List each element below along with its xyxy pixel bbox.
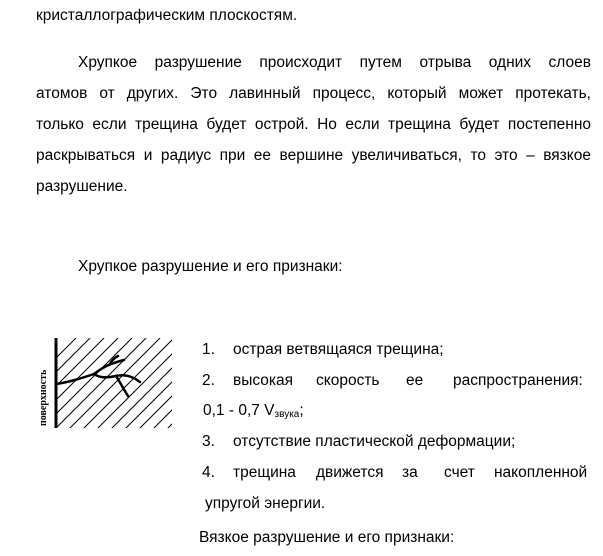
list-number: 3. bbox=[202, 433, 215, 450]
list-number: 4. bbox=[202, 464, 215, 481]
list-text-word: счет bbox=[444, 464, 475, 481]
paragraph-line-2: атомов от других. Это лавинный процесс, который может протекать, bbox=[36, 85, 591, 102]
paragraph-line-5: разрушение. bbox=[36, 178, 128, 195]
paragraph-line-4: раскрываться и радиус при ее вершине увеличиваться, то это – вязкое bbox=[36, 147, 591, 164]
list-text-word: скорость bbox=[316, 372, 380, 389]
intro-line: кристаллографическим плоскостям. bbox=[36, 7, 298, 24]
list-number: 1. bbox=[202, 341, 215, 358]
viscous-heading: Вязкое разрушение и его признаки: bbox=[199, 529, 455, 546]
crack-branches bbox=[56, 356, 140, 396]
list-text-word: накопленной bbox=[494, 464, 588, 481]
list-text-word: трещина bbox=[233, 464, 296, 481]
list-text-word: высокая bbox=[233, 372, 294, 389]
surface-label: поверхность bbox=[38, 369, 49, 426]
speed-subscript: звука bbox=[274, 409, 300, 420]
crack-figure bbox=[32, 338, 174, 430]
paragraph-line-1: Хрупкое разрушение происходит путем отрыва одних слоев bbox=[78, 54, 591, 71]
list-text-word: движется bbox=[316, 464, 384, 481]
material-hatching bbox=[56, 338, 174, 430]
list-text: отсутствие пластической деформации; bbox=[233, 433, 516, 450]
list-number: 2. bbox=[202, 372, 215, 389]
list-text-word: распространения: bbox=[453, 372, 583, 389]
paragraph-line-3: только если трещина будет острой. Но если трещина будет постепенно bbox=[36, 116, 591, 133]
list-text-word: за bbox=[402, 464, 418, 481]
speed-end: ; bbox=[299, 402, 304, 419]
list-text: острая ветвящаяся трещина; bbox=[233, 341, 444, 358]
list-text-word: ее bbox=[406, 372, 424, 389]
list-item-continuation bbox=[203, 401, 304, 425]
crack-diagram bbox=[32, 338, 174, 430]
speed-range: 0,1 - 0,7 V bbox=[203, 402, 275, 419]
list-item-continuation: упругой энергии. bbox=[205, 495, 326, 512]
brittle-heading: Хрупкое разрушение и его признаки: bbox=[78, 258, 343, 275]
